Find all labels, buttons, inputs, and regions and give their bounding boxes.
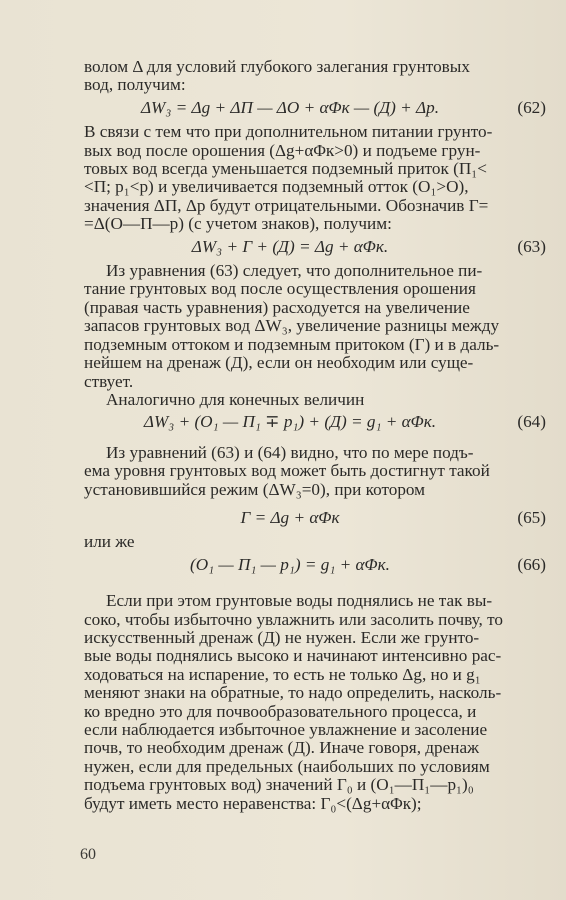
text-line: будут иметь место неравенства: Г₀<(Δg+αΦк); xyxy=(84,793,422,813)
text-line: меняют знаки на обратные, то надо определить, насколь- xyxy=(84,683,502,703)
equation-63 xyxy=(84,238,546,256)
equation-66 xyxy=(84,556,546,574)
equation-formula: Г = Δg + αΦк xyxy=(240,507,340,527)
equation-64 xyxy=(84,413,546,431)
text-line: <П; p₁<p) и увеличивается подземный отток (О₁>О), xyxy=(84,177,469,197)
equation-number: (65) xyxy=(517,507,546,527)
text-line: нужен, если для предельных (наибольших по условиям xyxy=(84,756,490,776)
equation-number: (66) xyxy=(517,554,546,574)
equation-formula: (О₁ — П₁ — p₁) = g₁ + αΦк. xyxy=(190,554,390,574)
text-line: ема уровня грунтовых вод может быть достигнут такой xyxy=(84,461,490,481)
text-line: Если при этом грунтовые воды поднялись не так вы- xyxy=(106,591,493,611)
text-line: (правая часть уравнения) расходуется на увеличение xyxy=(84,297,470,317)
text-line: тание грунтовых вод после осуществления орошения xyxy=(84,279,476,299)
text-line: соко, чтобы избыточно увлажнить или засолить почву, то xyxy=(84,609,504,629)
equation-number: (63) xyxy=(517,236,546,256)
text-line: установившийся режим (ΔW₃=0), при котором xyxy=(84,479,426,499)
equation-number: (64) xyxy=(517,412,546,432)
equation-formula: ΔW₃ = Δg + ΔП — ΔО + αΦк — (Д) + Δp. xyxy=(140,97,440,117)
text-line: волом Δ для условий глубокого залегания грунтовых xyxy=(84,57,470,76)
equation-formula: ΔW₃ + Г + (Д) = Δg + αΦк. xyxy=(191,236,389,256)
equation-65 xyxy=(84,509,546,527)
text-line: вые воды поднялись высоко и начинают интенсивно рас- xyxy=(84,646,502,666)
text-line: вых вод после орошения (Δg+αΦк>0) и подъеме грун- xyxy=(84,140,481,160)
text-line: искусственный дренаж (Д) не нужен. Если же грунто- xyxy=(84,627,480,647)
text-line: нейшем на дренаж (Д), если он необходим или суще- xyxy=(84,353,474,373)
text-line: ствует. xyxy=(84,371,134,391)
text-line: =Δ(О—П—p) (с учетом знаков), получим: xyxy=(84,214,392,234)
text-line: товых вод всегда уменьшается подземный приток (П₁< xyxy=(84,159,487,179)
text-line: В связи с тем что при дополнительном питании грунто- xyxy=(84,122,493,142)
equation-number: (62) xyxy=(517,97,546,117)
text-line: Из уравнения (63) следует, что дополнительное пи- xyxy=(106,261,483,281)
text-line: значения ΔП, Δp будут отрицательными. Обозначив Г= xyxy=(84,195,489,215)
text-line: или же xyxy=(84,532,135,552)
text-line: если наблюдается избыточное увлажнение и засоление xyxy=(84,720,488,739)
text-line: Аналогично для конечных величин xyxy=(106,389,365,409)
page-number: 60 xyxy=(80,846,96,863)
equation-62 xyxy=(84,99,546,117)
text-line: подземным оттоком и подземным притоком (Г) и в даль- xyxy=(84,334,500,354)
page-body xyxy=(84,58,546,813)
text-line: ко вредно это для почвообразовательного процесса, и xyxy=(84,701,477,721)
text-line: Из уравнений (63) и (64) видно, что по мере подъ- xyxy=(106,442,474,462)
text-line: запасов грунтовых вод ΔW₃, увеличение разницы между xyxy=(84,316,500,336)
text-line: вод, получим: xyxy=(84,75,186,95)
text-line: подъема грунтовых вод) значений Г₀ и (О₁—П₁—p₁)₀ xyxy=(84,775,474,795)
text-line: ходоваться на испарение, то есть не только Δg, но и g₁ xyxy=(84,664,481,684)
equation-formula: ΔW₃ + (О₁ — П₁ ∓ p₁) + (Д) = g₁ + αΦк. xyxy=(143,412,437,432)
text-line: почв, то необходим дренаж (Д). Иначе говоря, дренаж xyxy=(84,738,479,758)
